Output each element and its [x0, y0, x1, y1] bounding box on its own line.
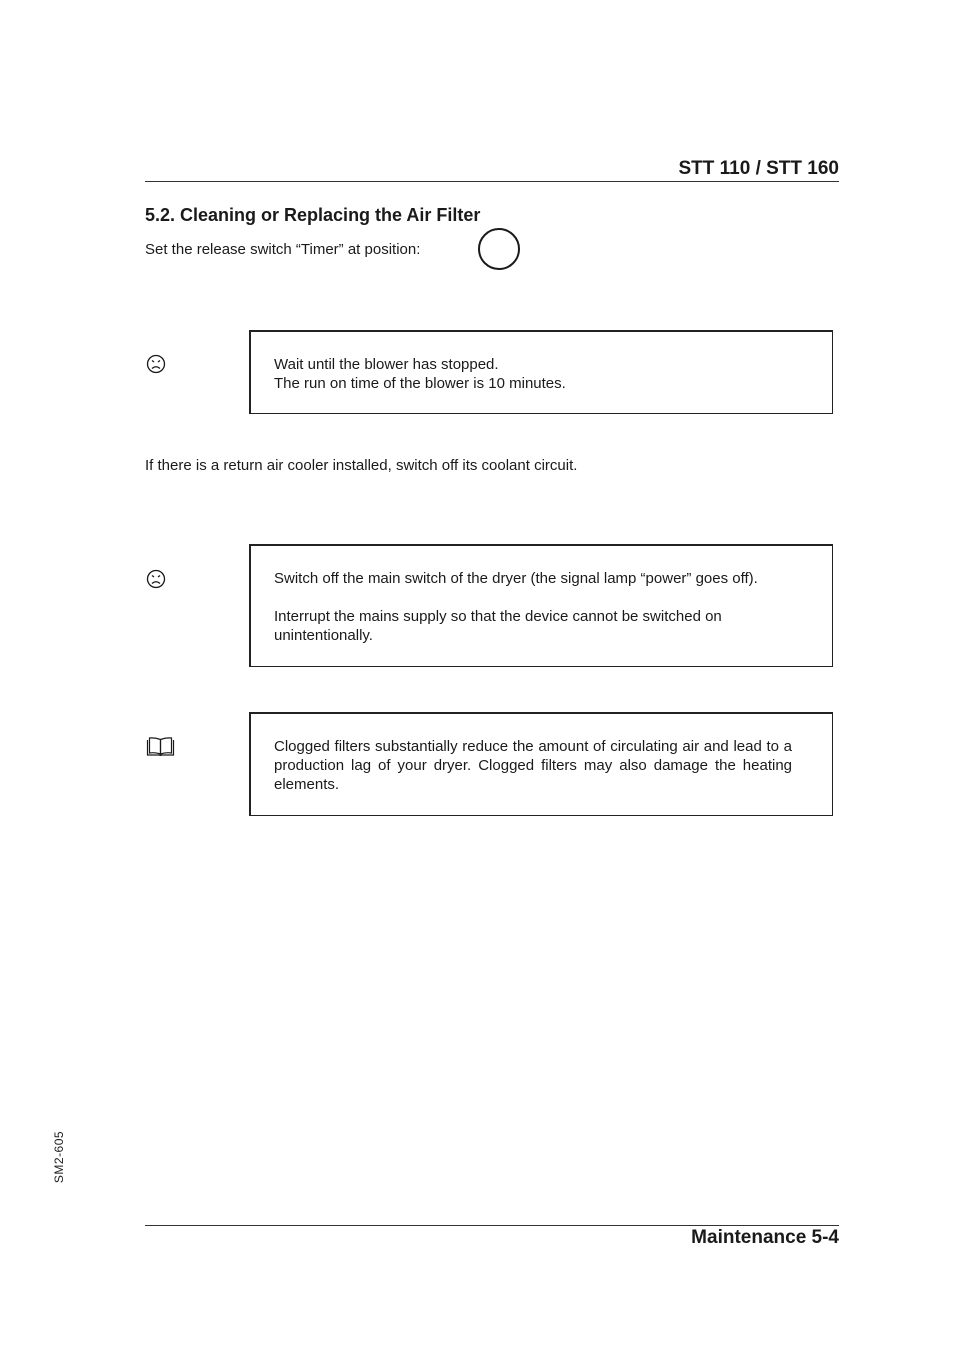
paragraph-text: If there is a return air cooler installed, switch off its coolant circuit.	[145, 457, 578, 474]
footer-title: Maintenance 5-4	[691, 1227, 839, 1248]
footer-rule	[145, 1225, 839, 1226]
book-icon	[146, 737, 175, 757]
notice-line: The run on time of the blower is 10 minutes.	[274, 375, 566, 392]
notice-box-clogged-filters	[249, 712, 833, 816]
document-code: SM2-605	[52, 1130, 66, 1184]
notice-text: Clogged filters substantially reduce the amount of circulating air and lead to a production lag of your dryer. Clogged filters may also damage the heating elements.	[274, 738, 792, 793]
notice-box-blower	[249, 330, 833, 414]
notice-box-main-switch	[249, 544, 833, 667]
frown-icon	[146, 354, 166, 374]
switch-position-circle-icon	[478, 228, 520, 270]
header-title: STT 110 / STT 160	[678, 158, 839, 179]
notice-line: Interrupt the mains supply so that the device cannot be switched on unintentionally.	[274, 608, 722, 644]
header-rule	[145, 181, 839, 182]
notice-line: Wait until the blower has stopped.	[274, 356, 499, 373]
frown-icon	[146, 569, 166, 589]
notice-line: Switch off the main switch of the dryer (the signal lamp “power” goes off).	[274, 570, 758, 587]
intro-text: Set the release switch “Timer” at position:	[145, 241, 421, 258]
section-title: 5.2. Cleaning or Replacing the Air Filter	[145, 205, 481, 225]
